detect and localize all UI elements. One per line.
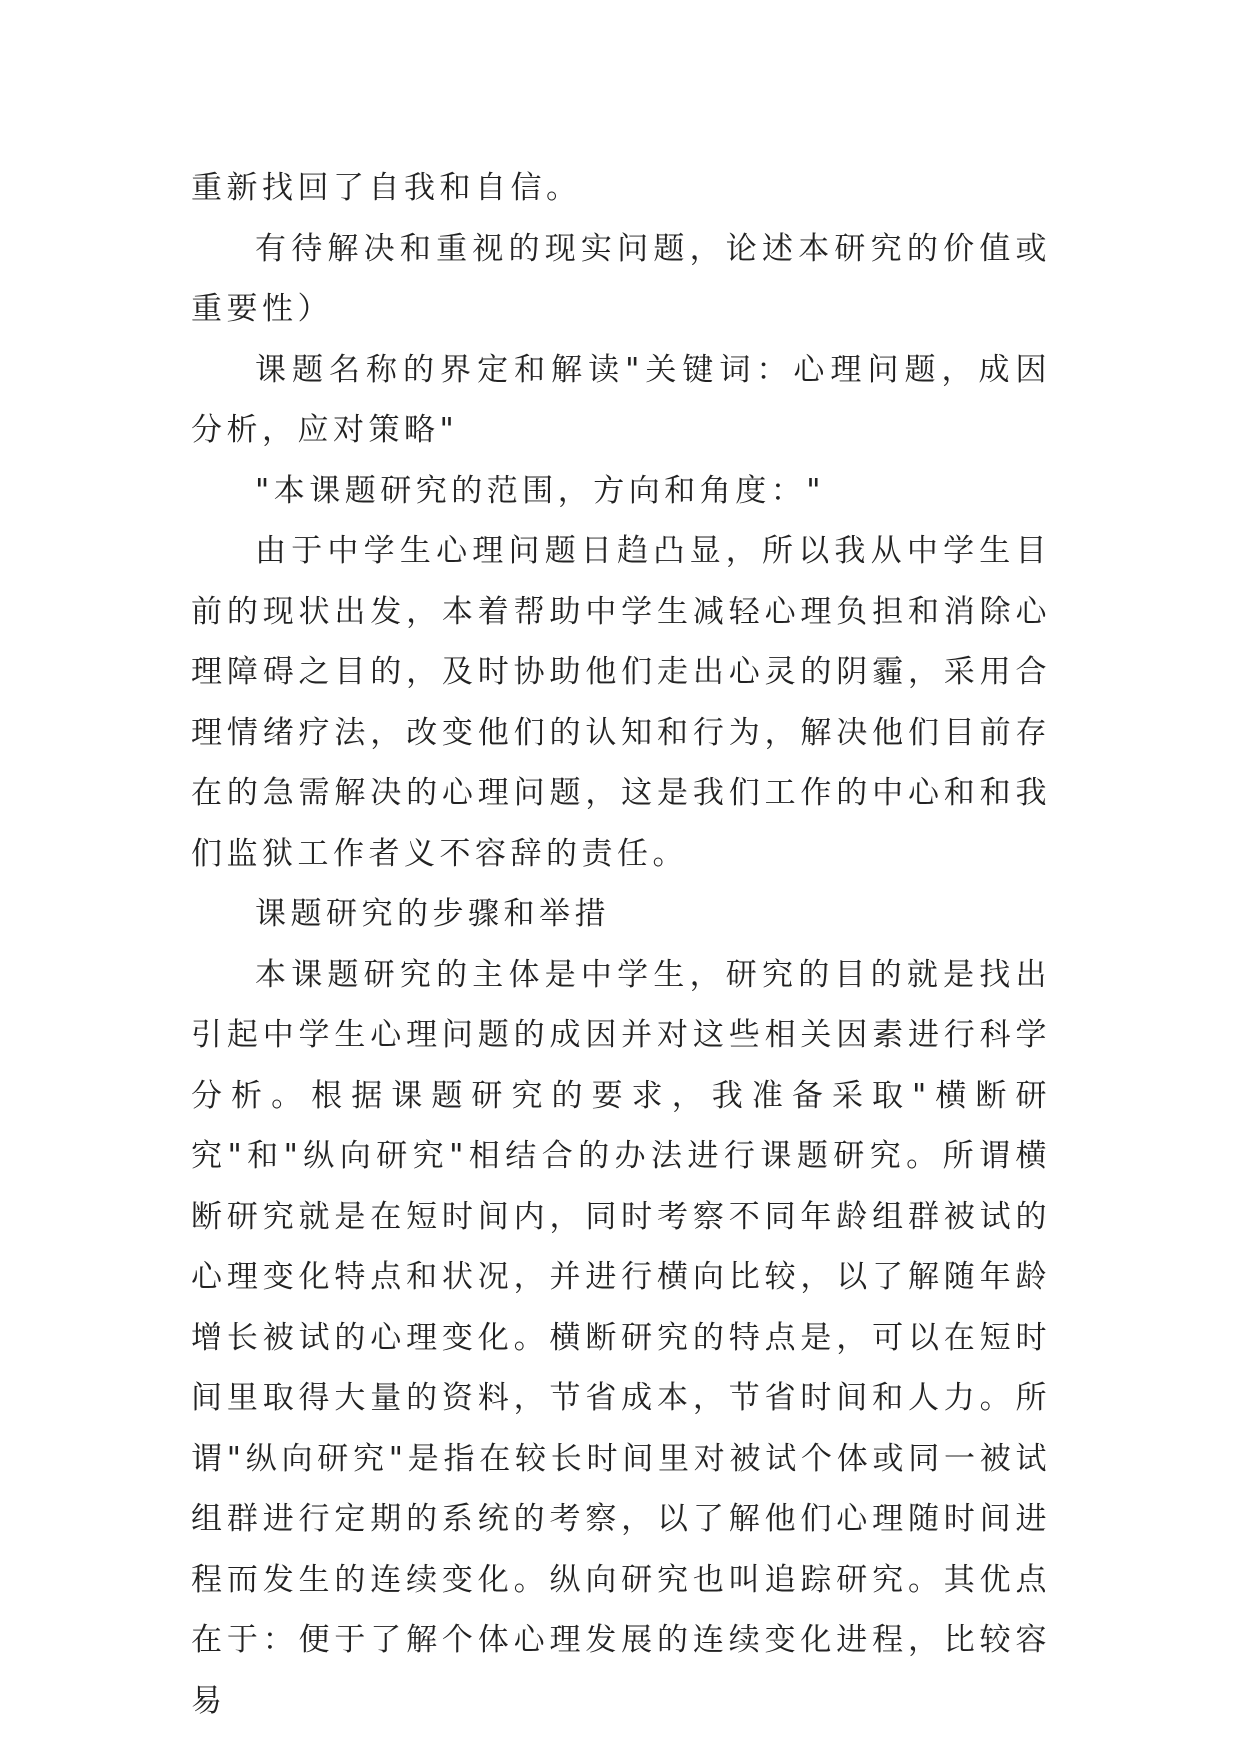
paragraph-5: 由于中学生心理问题日趋凸显，所以我从中学生目前的现状出发，本着帮助中学生减轻心理负担和消除心理障碍之目的，及时协助他们走出心灵的阴霾，采用合理情绪疗法，改变他们的认知和行为，解决他们目前存在的急需解决的心理问题，这是我们工作的中心和和我们监狱工作者义不容辞的责任。 [191,533,1051,872]
paragraph-3: 课题名称的界定和解读"关键词：心理问题，成因分析，应对策略" [191,351,1051,448]
body-text [191,158,1051,1731]
paragraph-4: "本课题研究的范围，方向和角度：" [255,472,826,509]
paragraph-7: 本课题研究的主体是中学生，研究的目的就是找出引起中学生心理问题的成因并对这些相关因素进行科学分析。根据课题研究的要求，我准备采取"横断研究"和"纵向研究"相结合的办法进行课题研究。所谓横断研究就是在短时间内，同时考察不同年龄组群被试的心理变化特点和状况，并进行横向比较，以了解随年龄增长被试的心理变化。横断研究的特点是，可以在短时间里取得大量的资料，节省成本，节省时间和人力。所谓"纵向研究"是指在较长时间里对被试个体或同一被试组群进行定期的系统的考察，以了解他们心理随时间进程而发生的连续变化。纵向研究也叫追踪研究。其优点在于：便于了解个体心理发展的连续变化进程，比较容易 [191,956,1051,1719]
paragraph-6: 课题研究的步骤和举措 [255,896,610,932]
paragraph-1: 重新找回了自我和自信。 [191,170,582,206]
paragraph-2: 有待解决和重视的现实问题，论述本研究的价值或重要性） [191,230,1051,327]
